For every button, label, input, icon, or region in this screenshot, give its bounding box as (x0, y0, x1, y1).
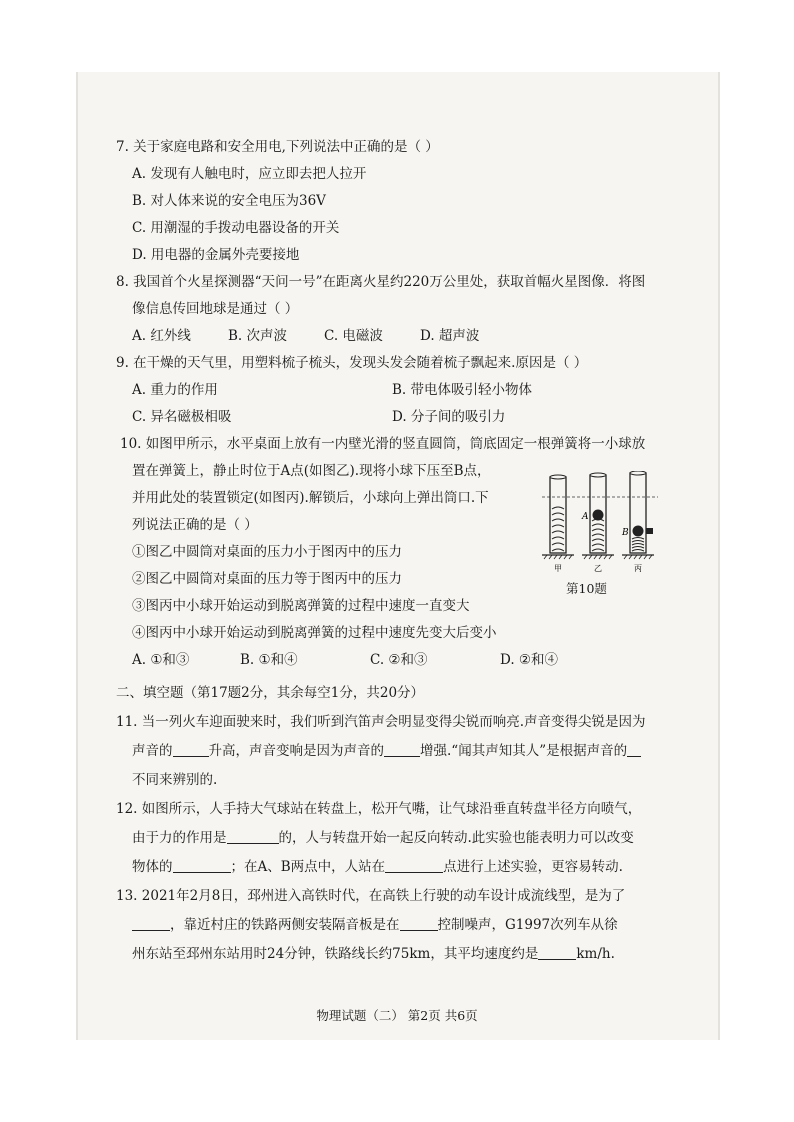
question-8-option-c: C. 电磁波 (324, 328, 383, 344)
question-12-text-3: 物体的 (132, 859, 173, 875)
question-13-line2 (116, 911, 676, 940)
question-10-option-d: D. ②和④ (500, 652, 559, 668)
question-8-option-d: D. 超声波 (420, 328, 480, 344)
question-7-stem: 7. 关于家庭电路和安全用电,下列说法中正确的是（ ） (116, 139, 439, 155)
question-10-option-c: C. ②和③ (370, 652, 428, 668)
label-point-a: A (582, 512, 589, 522)
question-11 (116, 708, 676, 795)
question-9-options-row1 (116, 377, 676, 404)
question-8-stem-line1: 8. 我国首个火星探测器“天问一号”在距离火星约220万公里处，获取首幅火星图像．将图 (116, 274, 646, 290)
question-13-text-4: km/h. (576, 946, 615, 962)
question-11-blank-1[interactable] (173, 742, 209, 757)
page-footer: 物理试题（二） 第2页 共6页 (316, 1008, 478, 1023)
question-11-text-3: 增强.“闻其声知其人”是根据声音的 (420, 743, 628, 759)
question-13-line1: 13. 2021年2月8日，邳州进入高铁时代，在高铁上行驶的动车设计成流线型，是为了 (116, 888, 626, 904)
question-12-text-1: 由于力的作用是 (132, 830, 227, 846)
question-10-statement-4: ④图丙中小球开始运动到脱离弹簧的过程中速度先变大后变小 (132, 625, 497, 641)
question-12-text-4: ；在A、B两点中，人站在 (230, 859, 386, 875)
question-8-option-b: B. 次声波 (228, 328, 288, 344)
question-13-blank-2[interactable] (400, 916, 438, 931)
question-13-text-2: 控制噪声，G1997次列车从徐 (437, 917, 618, 933)
question-12-line2 (116, 824, 676, 853)
question-9-stem: 9. 在干燥的天气里，用塑料梳子梳头，发现头发会随着梳子飘起来.原因是（ ） (116, 355, 588, 371)
question-8-option-a: A. 红外线 (132, 328, 191, 344)
question-10-figure (538, 471, 668, 621)
question-10-statement-2: ②图乙中圆筒对桌面的压力等于图丙中的压力 (132, 571, 402, 587)
question-10-option-b: B. ①和④ (240, 652, 298, 668)
question-11-blank-2[interactable] (384, 742, 420, 757)
question-10-line2: 置在弹簧上，静止时位于A点(如图乙).现将小球下压至B点， (132, 463, 491, 479)
question-12-text-2: 的，人与转盘开始一起反向转动.此实验也能表明力可以改变 (278, 830, 634, 846)
question-7-option-d: D. 用电器的金属外壳要接地 (132, 247, 300, 263)
question-12 (116, 795, 676, 882)
question-9-option-c: C. 异名磁极相吸 (132, 409, 232, 425)
question-9-option-d: D. 分子间的吸引力 (392, 409, 506, 425)
question-7-option-c: C. 用潮湿的手拨动电器设备的开关 (132, 220, 340, 236)
question-13-text-3: 州东站至邳州东站用时24分钟，铁路线长约75km，其平均速度约是 (132, 946, 539, 962)
label-jia: 甲 (554, 564, 562, 573)
question-13 (116, 882, 676, 969)
question-7-option-a: A. 发现有人触电时，应立即去把人拉开 (132, 166, 367, 182)
question-11-blank-3[interactable] (627, 742, 641, 757)
question-9 (116, 350, 676, 431)
question-9-options-row2 (116, 404, 676, 431)
cylinder-spring-diagram (538, 471, 668, 575)
question-12-text-5: 点进行上述实验，更容易转动. (443, 859, 623, 875)
label-bing: 丙 (634, 564, 642, 573)
question-7 (116, 134, 676, 269)
section-2-title: 二、填空题（第17题2分，其余每空1分，共20分） (116, 685, 425, 701)
question-10-statement-1: ①图乙中圆筒对桌面的压力小于图丙中的压力 (132, 544, 402, 560)
question-11-text-1: 声音的 (132, 743, 173, 759)
question-12-blank-2[interactable] (173, 858, 231, 873)
question-8-options (116, 323, 676, 350)
exam-content (116, 134, 676, 969)
question-11-line2 (116, 737, 676, 766)
question-12-line1: 12. 如图所示，人手持大气球站在转盘上，松开气嘴，让气球沿垂直转盘半径方向喷气， (116, 801, 642, 817)
question-13-line3 (116, 940, 676, 969)
question-13-text-1: ，靠近村庄的铁路两侧安装隔音板是在 (170, 917, 400, 933)
question-10-options (116, 647, 676, 674)
cylinder-jia (542, 475, 574, 559)
cylinder-bing (622, 471, 654, 559)
question-11-text-2: 升高，声音变响是因为声音的 (208, 743, 384, 759)
question-11-line3: 不同来辨别的. (132, 772, 218, 788)
question-10-line3: 并用此处的装置锁定(如图丙).解锁后，小球向上弹出筒口.下 (132, 490, 489, 506)
question-13-blank-3[interactable] (538, 945, 576, 960)
question-12-blank-1[interactable] (227, 829, 279, 844)
question-8-stem-line2: 像信息传回地球是通过（ ） (132, 301, 299, 317)
label-point-b: B (622, 528, 629, 538)
question-12-blank-3[interactable] (385, 858, 443, 873)
question-9-option-a: A. 重力的作用 (132, 382, 218, 398)
figure-caption: 第10题 (566, 581, 607, 596)
question-10 (116, 431, 676, 674)
question-10-line1: 10. 如图甲所示，水平桌面上放有一内壁光滑的竖直圆筒，筒底固定一根弹簧将一小球放 (120, 436, 646, 452)
question-10-option-a: A. ①和③ (132, 652, 190, 668)
question-12-line3 (116, 853, 676, 882)
question-10-statement-3: ③图丙中小球开始运动到脱离弹簧的过程中速度一直变大 (132, 598, 470, 614)
question-11-line1: 11. 当一列火车迎面驶来时，我们听到汽笛声会明显变得尖锐而响亮.声音变得尖锐是因为 (116, 714, 646, 730)
question-13-blank-1[interactable] (132, 916, 170, 931)
question-8 (116, 269, 676, 350)
question-10-line4: 列说法正确的是（ ） (132, 517, 258, 533)
question-9-option-b: B. 带电体吸引轻小物体 (392, 382, 533, 398)
label-yi: 乙 (594, 564, 602, 573)
question-7-option-b: B. 对人体来说的安全电压为36V (132, 193, 326, 209)
